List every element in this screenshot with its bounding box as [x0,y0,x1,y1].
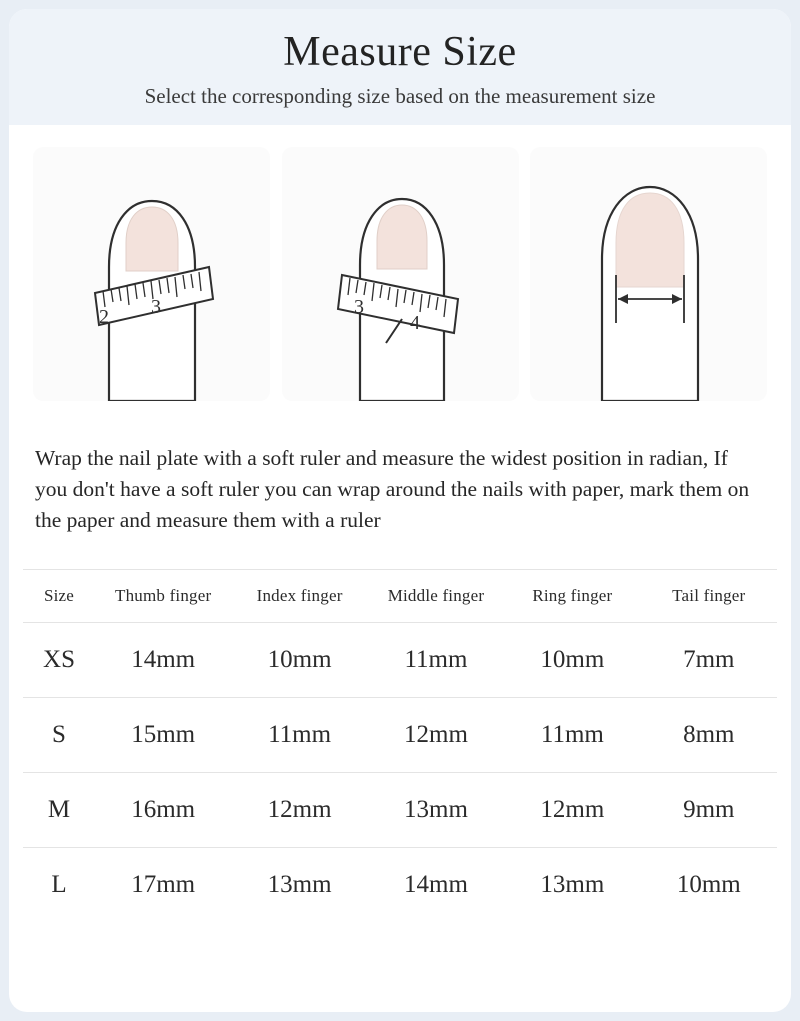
header-middle-finger: Middle finger [368,570,504,623]
header-thumb-finger: Thumb finger [95,570,231,623]
cell-middle: 14mm [368,848,504,923]
ruler-label-4: 4 [409,312,420,334]
cell-middle: 13mm [368,773,504,848]
cell-ring: 11mm [504,698,640,773]
page-subtitle: Select the corresponding size based on the measurement size [144,84,656,108]
ruler-label-3: 3 [151,296,161,318]
cell-thumb: 14mm [95,623,231,698]
ruler-label-3: 3 [353,296,364,318]
cell-ring: 10mm [504,623,640,698]
table-row [23,848,777,923]
size-table-head [23,570,777,623]
instructions-text: Wrap the nail plate with a soft ruler and measure the widest position in radian, If you don't have a soft ruler you can wrap around the nails with paper, mark them on the paper and measure them with a ruler [35,445,750,532]
cell-size: M [23,773,95,848]
page-title: Measure Size [283,29,517,75]
cell-tail: 9mm [641,773,777,848]
ruler-label-2: 2 [99,306,109,328]
header-tail-finger: Tail finger [641,570,777,623]
finger-ruler-illustration-1 [33,147,270,401]
size-table-wrap [9,569,791,922]
panel-thumb-ruler [33,147,270,401]
cell-tail: 10mm [641,848,777,923]
header-size: Size [23,570,95,623]
header-ring-finger: Ring finger [504,570,640,623]
cell-index: 12mm [231,773,367,848]
size-chart-card [9,9,791,1012]
cell-tail: 8mm [641,698,777,773]
cell-index: 10mm [231,623,367,698]
finger-ruler-illustration-2 [282,147,519,401]
cell-size: XS [23,623,95,698]
cell-index: 13mm [231,848,367,923]
cell-ring: 13mm [504,848,640,923]
cell-index: 11mm [231,698,367,773]
cell-thumb: 17mm [95,848,231,923]
header-index-finger: Index finger [231,570,367,623]
header [9,9,791,125]
size-table-body [23,623,777,923]
cell-size: L [23,848,95,923]
panel-width-arrow [530,147,767,401]
size-table [23,569,777,922]
cell-thumb: 15mm [95,698,231,773]
cell-ring: 12mm [504,773,640,848]
table-row [23,773,777,848]
cell-middle: 12mm [368,698,504,773]
illustration-panels [9,125,791,411]
table-header-row [23,570,777,623]
cell-size: S [23,698,95,773]
table-row [23,623,777,698]
cell-middle: 11mm [368,623,504,698]
nail-width-illustration [530,147,767,401]
cell-tail: 7mm [641,623,777,698]
table-row [23,698,777,773]
cell-thumb: 16mm [95,773,231,848]
panel-finger-ruler [282,147,519,401]
